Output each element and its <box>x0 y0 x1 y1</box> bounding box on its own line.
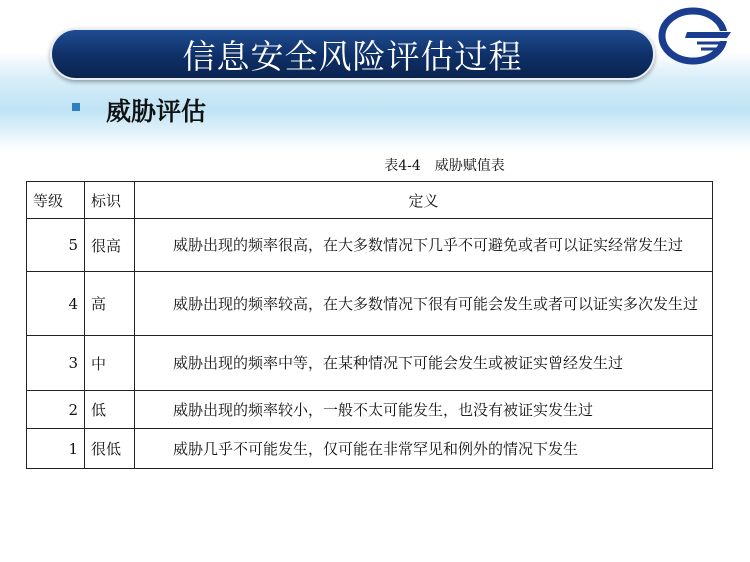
definition-cell: 威胁出现的频率中等，在某种情况下可能会发生或被证实曾经发生过 <box>135 336 713 391</box>
header-level: 等级 <box>27 182 85 219</box>
table-row <box>27 219 713 272</box>
definition-cell: 威胁出现的频率较高，在大多数情况下很有可能会发生或者可以证实多次发生过 <box>135 272 713 336</box>
slide-title: 信息安全风险评估过程 <box>182 36 523 76</box>
header-identifier: 标识 <box>85 182 135 219</box>
identifier-cell: 很高 <box>85 219 135 272</box>
definition-cell: 威胁出现的频率较小，一般不太可能发生，也没有被证实发生过 <box>135 391 713 429</box>
definition-cell: 威胁几乎不可能发生，仅可能在非常罕见和例外的情况下发生 <box>135 429 713 469</box>
identifier-cell: 高 <box>85 272 135 336</box>
table-caption: 表4-4 威胁赋值表 <box>384 158 505 174</box>
level-cell: 3 <box>27 336 85 391</box>
table-row <box>27 272 713 336</box>
header-definition: 定义 <box>135 182 713 219</box>
identifier-cell: 很低 <box>85 429 135 469</box>
level-cell: 5 <box>27 219 85 272</box>
table-row <box>27 429 713 469</box>
threat-value-table <box>26 181 713 469</box>
level-cell: 1 <box>27 429 85 469</box>
table-row <box>27 336 713 391</box>
title-bar <box>50 28 655 80</box>
definition-cell: 威胁出现的频率很高，在大多数情况下几乎不可避免或者可以证实经常发生过 <box>135 219 713 272</box>
level-cell: 2 <box>27 391 85 429</box>
table-row <box>27 391 713 429</box>
threat-value-table-panel <box>26 149 713 475</box>
company-logo-icon <box>657 5 733 65</box>
section-heading: 威胁评估 <box>106 97 207 126</box>
identifier-cell: 低 <box>85 391 135 429</box>
square-bullet-icon <box>72 103 80 111</box>
table-header-row <box>27 182 713 219</box>
level-cell: 4 <box>27 272 85 336</box>
identifier-cell: 中 <box>85 336 135 391</box>
